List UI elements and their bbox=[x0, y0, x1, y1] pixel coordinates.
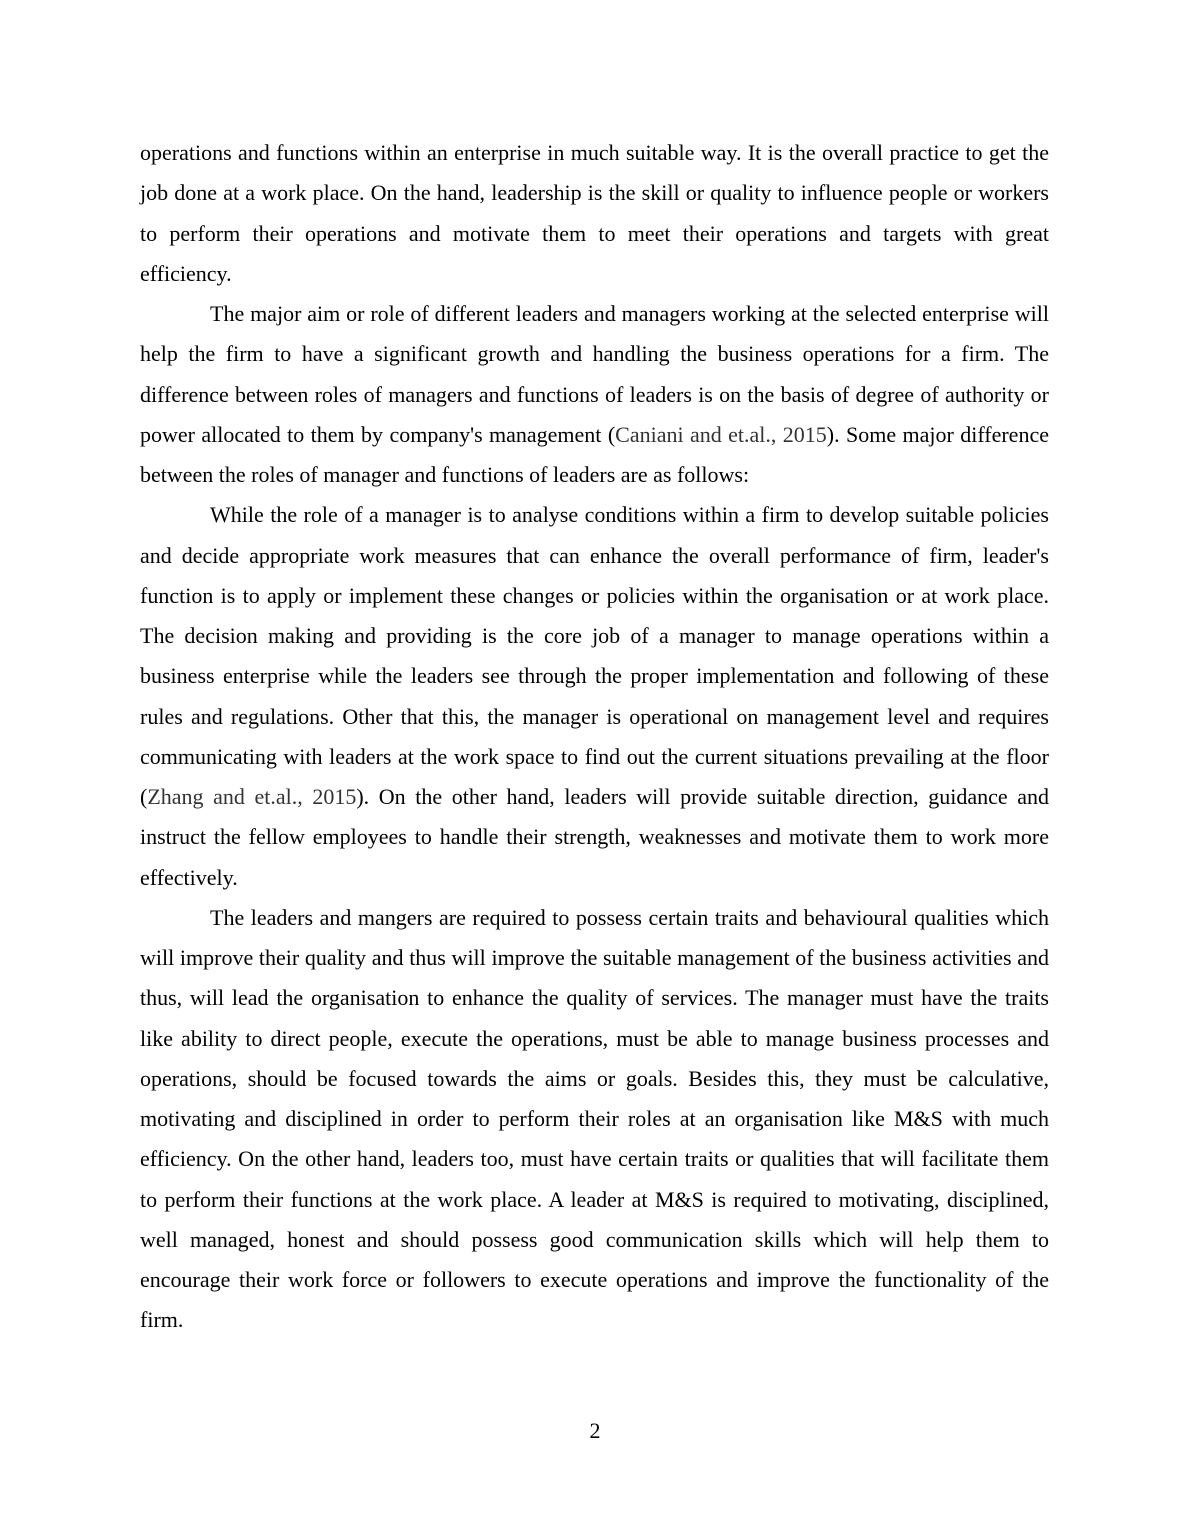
citation-caniani: Caniani and et.al., 2015 bbox=[615, 421, 827, 447]
paragraph-3-text-end: ). On the other hand, leaders will provide suitable direction, guidance and instruct the fellow employees to handle their strength, weaknesses and motivate them to work more effectively. bbox=[140, 784, 1049, 890]
paragraph-2 bbox=[140, 294, 1049, 495]
paragraph-1: operations and functions within an enterprise in much suitable way. It is the overall practice to get the job done at a work place. On the hand, leadership is the skill or quality to influence people or workers to perform their operations and motivate them to meet their operations and targets with great efficiency. bbox=[140, 140, 1049, 286]
page-number: 2 bbox=[589, 1418, 601, 1443]
paragraph-3 bbox=[140, 495, 1049, 898]
paragraph-2-text: The major aim or role of different leaders and managers working at the selected enterprise will help the firm to have a significant growth and handling the business operations for a firm. The difference between roles of managers and functions of leaders is on the basis of degree of authority or power allocated to them by company's management ( bbox=[140, 301, 1049, 447]
paragraph-2-text-end: ). Some major difference between the roles of manager and functions of leaders are as follows: bbox=[140, 421, 1049, 487]
body-text bbox=[140, 133, 1049, 1341]
citation-zhang: Zhang and et.al., 2015 bbox=[147, 784, 357, 809]
paragraph-4: The leaders and mangers are required to possess certain traits and behavioural qualities which will improve their quality and thus will improve the suitable management of the business activities and thus, will lead the organisation to enhance the quality of services. The manager must have the traits like ability to direct people, execute the operations, must be able to manage business processes and operations, should be focused towards the aims or goals. Besides this, they must be calculative, motivating and disciplined in order to perform their roles at an organisation like M&S with much efficiency. On the other hand, leaders too, must have certain traits or qualities that will facilitate them to perform their functions at the work place. A leader at M&S is required to motivating, disciplined, well managed, honest and should possess good communication skills which will help them to encourage their work force or followers to execute operations and improve the functionality of the firm. bbox=[140, 904, 1049, 1333]
paragraph-3-text: While the role of a manager is to analyse conditions within a firm to develop suitable policies and decide appropriate work measures that can enhance the overall performance of firm, leader's function is to apply or implement these changes or policies within the organisation or at work place. The decision making and providing is the core job of a manager to manage operations within a business enterprise while the leaders see through the proper implementation and following of these rules and regulations. Other that this, the manager is operational on management level and requires communicating with leaders at the work space to find out the current situations prevailing at the floor ( bbox=[140, 502, 1049, 809]
